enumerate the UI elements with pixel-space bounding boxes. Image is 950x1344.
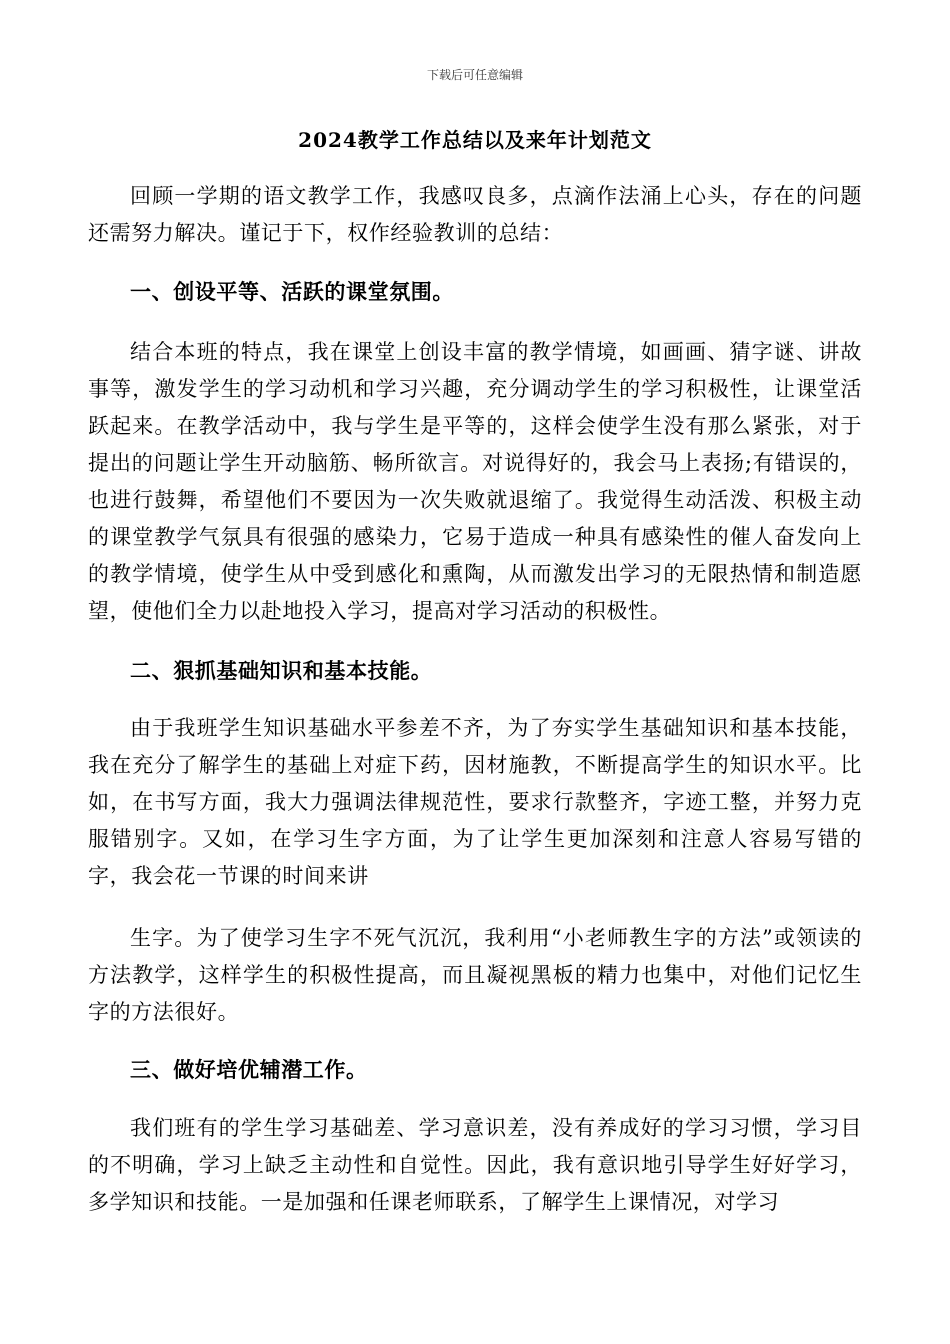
section-1-body <box>88 334 862 630</box>
section-1-heading: 一、创设平等、活跃的课堂氛围。 <box>130 279 454 304</box>
document-title: 2024教学工作总结以及来年计划范文 <box>298 128 652 152</box>
section-3 <box>88 1051 862 1088</box>
intro-block <box>88 178 862 252</box>
section-2-body-continued <box>88 920 862 1031</box>
intro-paragraph: 回顾一学期的语文教学工作，我感叹良多，点滴作法涌上心头，存在的问题还需努力解决。谨记于下，权作经验教训的总结： <box>88 184 862 245</box>
section-2 <box>88 652 862 689</box>
section-3-heading: 三、做好培优辅潜工作。 <box>130 1057 368 1082</box>
section-3-paragraph: 我们班有的学生学习基础差、学习意识差，没有养成好的学习习惯，学习目的不明确，学习上缺乏主动性和自觉性。因此，我有意识地引导学生好好学习，多学知识和技能。一是加强和任课老师联系，了解学生上课情况，对学习 <box>88 1116 862 1214</box>
section-1 <box>88 273 862 310</box>
section-2-paragraph-2: 生字。为了使学习生字不死气沉沉，我利用“小老师教生字的方法”或领读的方法教学，这样学生的积极性提高，而且凝视黑板的精力也集中，对他们记忆生字的方法很好。 <box>88 926 862 1024</box>
section-2-paragraph-1: 由于我班学生知识基础水平参差不齐，为了夯实学生基础知识和基本技能，我在充分了解学生的基础上对症下药，因材施教，不断提高学生的知识水平。比如，在书写方面，我大力强调法律规范性，要求行款整齐，字迹工整，并努力克服错别字。又如，在学习生字方面，为了让学生更加深刻和注意人容易写错的字，我会花一节课的时间来讲 <box>88 716 862 888</box>
section-3-body <box>88 1110 862 1221</box>
section-2-heading: 二、狠抓基础知识和基本技能。 <box>130 658 433 683</box>
header-note: 下载后可任意编辑 <box>426 68 523 82</box>
section-1-paragraph: 结合本班的特点，我在课堂上创设丰富的教学情境，如画画、猜字谜、讲故事等，激发学生的学习动机和学习兴趣，充分调动学生的学习积极性，让课堂活跃起来。在教学活动中，我与学生是平等的，这样会使学生没有那么紧张，对于提出的问题让学生开动脑筋、畅所欲言。对说得好的，我会马上表扬;有错误的，也进行鼓舞，希望他们不要因为一次失败就退缩了。我觉得生动活泼、积极主动的课堂教学气氛具有很强的感染力，它易于造成一种具有感染性的催人奋发向上的教学情境，使学生从中受到感化和熏陶，从而激发出学习的无限热情和制造愿望，使他们全力以赴地投入学习，提高对学习活动的积极性。 <box>88 340 862 623</box>
section-2-body <box>88 710 862 895</box>
